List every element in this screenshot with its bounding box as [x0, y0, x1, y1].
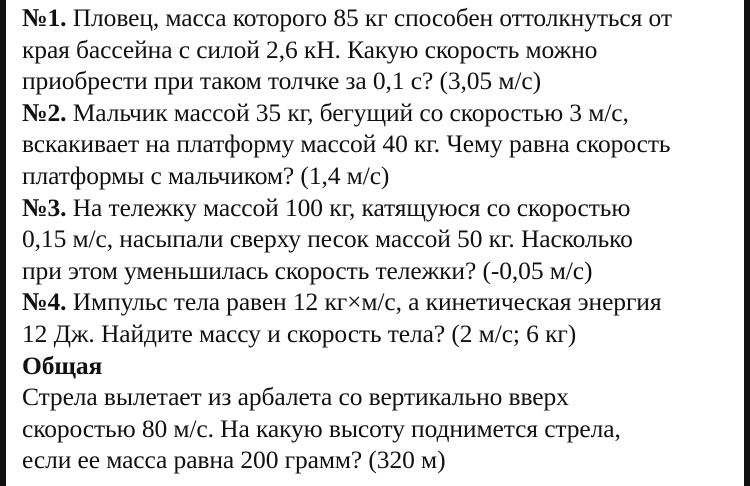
problem-text-line: вскакивает на платформу массой 40 кг. Чему равна скорость [22, 129, 671, 159]
problem-text-line: края бассейна с силой 2,6 кН. Какую скорость можно [22, 34, 598, 64]
problem-line [22, 286, 738, 318]
problem-text [22, 2, 738, 476]
problem-line [22, 2, 738, 34]
problem-number: №2. [22, 97, 67, 127]
problem-line [22, 97, 738, 129]
general-heading: Общая [22, 350, 103, 380]
problem-text-line: 12 Дж. Найдите массу и скорость тела? (2 м/с; 6 кг) [22, 318, 577, 348]
problem-number: №1. [22, 3, 67, 32]
problem-3 [22, 192, 738, 287]
general-problem [22, 350, 738, 476]
problem-number: №3. [22, 192, 67, 222]
problem-text-line: при этом уменьшилась скорость тележки? (-0,05 м/с) [22, 255, 593, 285]
general-text-line: Стрела вылетает из арбалета со вертикально вверх [22, 382, 569, 412]
problem-1 [22, 2, 738, 97]
problem-text-line: На тележку массой 100 кг, катящуюся со скоростью [66, 192, 631, 222]
problem-text-line: 0,15 м/с, насыпали сверху песок массой 50 кг. Насколько [22, 224, 633, 254]
general-text-line: скоростью 80 м/с. На какую высоту поднимется стрела, [22, 413, 621, 443]
problem-text-line: Мальчик массой 35 кг, бегущий со скоростью 3 м/с, [66, 97, 629, 127]
problem-text-line: Импульс тела равен 12 кг×м/с, а кинетическая энергия [66, 287, 662, 317]
left-dark-edge [0, 0, 6, 486]
problem-4 [22, 286, 738, 349]
problem-line [22, 192, 738, 224]
right-dark-edge [744, 0, 750, 486]
problem-text-line: Пловец, масса которого 85 кг способен оттолкнуться от [66, 3, 672, 32]
problem-2 [22, 97, 738, 192]
general-text-line: если ее масса равна 200 грамм? (320 м) [22, 445, 446, 475]
problem-text-line: платформы с мальчиком? (1,4 м/с) [22, 160, 390, 190]
problem-number: №4. [22, 287, 67, 317]
problem-text-line: приобрести при таком толчке за 0,1 с? (3,05 м/с) [22, 66, 541, 96]
